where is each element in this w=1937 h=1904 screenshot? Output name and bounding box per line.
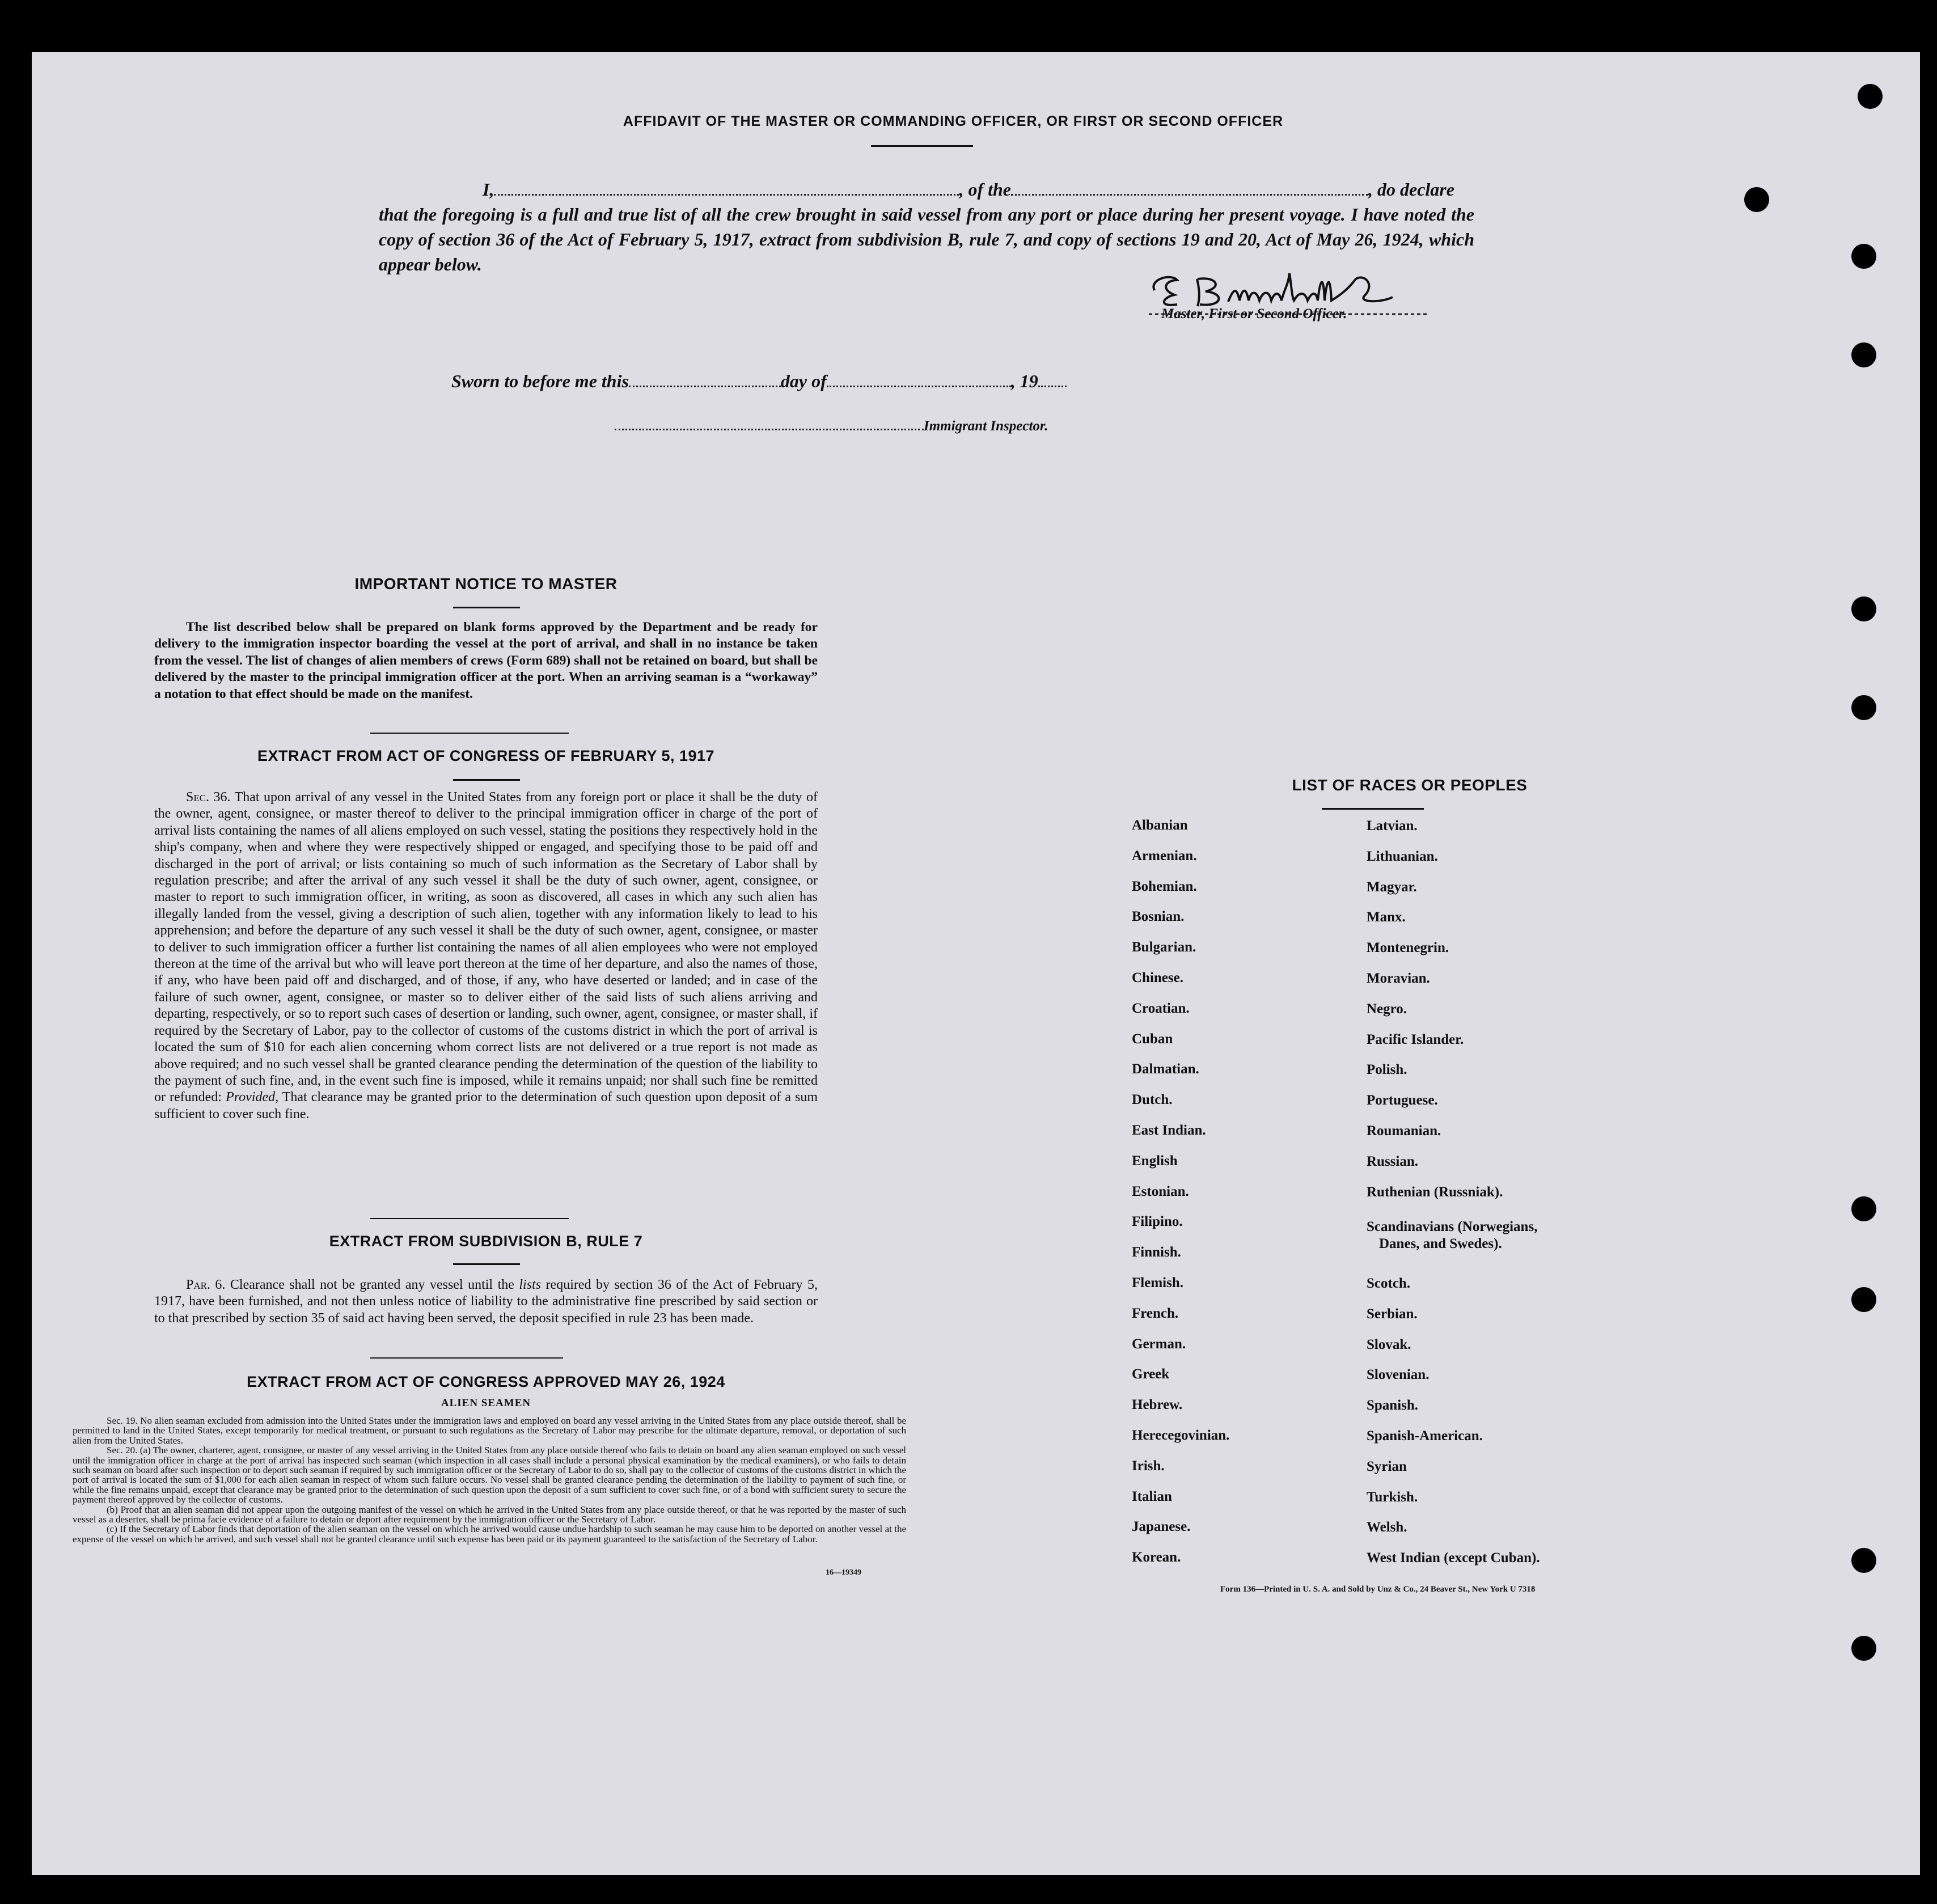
signature-caption: Master, First or Second Officer. [1161,306,1347,321]
inspector-blank [615,416,924,430]
race-item: Bohemian. [1132,878,1197,894]
race-item: Finnish. [1132,1245,1181,1260]
sec-19-paragraph: Sec. 19. No alien seaman excluded from admission into the United States under the immigration laws and employed on board any vessel arriving in the United States from any place outside thereof, shall be permitted to land in the United States, except temporarily for medical treatment, or pursuant to such regulations as the Secretary of Labor may prescribe for the ultimate departure, removal, or deportation of such alien from the United States. [73,1415,906,1446]
binder-hole [1851,1548,1876,1573]
race-item: Serbian. [1367,1306,1418,1322]
sec-36-text: That upon arrival of any vessel in the United States from any foreign port or place it shall be the duty of the owner, agent, consignee, or master thereof to deliver to the principal immigration officer in charge of the port of arrival lists containing the names of all aliens employed on such vessel, stating the positions they respectively hold in the ship's company, when and where they were respectively shipped or engaged, and specifying those to be paid off and discharged in the port of arrival; or lists containing so much of such information as the Secretary of Labor shall by regulation prescribe; and after the arrival of any such vessel it shall be the duty of such owner, agent, consignee, or master to report to such immigration officer, in writing, as soon as discovered, all cases in which any such alien has illegally landed from the vessel, giving a description of such alien, together with any information likely to lead to his apprehension; and before the departure of any such vessel it shall be the duty of such owner, agent, consignee, or master to deliver to such immigration officer a further list containing the names of all alien employees who were not employed thereon at the time of the arrival but who will leave port thereon at the time of her departure, and also the names of those, if any, who have been paid off and discharged, and of those, if any, who have deserted or landed; and in case of the failure of such owner, agent, consignee, or master so to deliver either of the said lists of such aliens arriving and departing, respectively, or so to report such cases of desertion or landing, such owner, agent, consignee, or master shall, if required by the Secretary of Labor, pay to the collector of customs of the customs district in which the port of arrival is located the sum of $10 for each alien concerning whom correct lists are not delivered or a true report is not made as above required; and no such vessel shall be granted clearance pending the determination of the question of the liability to the payment of such fine, and, in the event such fine is imposed, while it remains unpaid; nor shall such fine be remitted or refunded: [154,790,818,1105]
rule7-title: EXTRACT FROM SUBDIVISION B, RULE 7 [329,1233,643,1250]
race-item: Syrian [1367,1458,1407,1474]
race-item: Russian. [1367,1153,1419,1169]
sec-36-tail: That clearance may be granted prior to the determination of such question upon deposit of a sum sufficient to cover such fine. [154,1090,818,1122]
race-item: Danes, and Swedes). [1379,1236,1502,1252]
affidavit-title: AFFIDAVIT OF THE MASTER OR COMMANDING OFFICER, OR FIRST OR SECOND OFFICER [623,113,1284,129]
sworn-year: , 19 [1010,371,1038,391]
sec-36-label: Sec. 36. [186,790,231,805]
year-blank [1038,371,1067,387]
binder-hole [1851,1196,1876,1221]
race-item: Magyar. [1367,879,1417,895]
binder-hole [1851,1636,1876,1661]
race-item: Welsh. [1367,1520,1407,1535]
race-item: French. [1132,1305,1179,1321]
extract-1917-divider [370,1218,569,1219]
notice-title: IMPORTANT NOTICE TO MASTER [354,575,618,593]
sec-20c-paragraph: (c) If the Secretary of Labor finds that deportation of the alien seaman on the vessel on which he arrived would cause undue hardship to such seaman he may cause him to be deported on another vessel at the expense of the vessel on which he arrived, and such vessel shall not be granted clearance until such expense has been paid or its payment guaranteed to the satisfaction of the Secretary of Labor. [73,1524,906,1545]
alien-seamen-subtitle: ALIEN SEAMEN [441,1397,531,1409]
race-item: Albanian [1132,818,1188,833]
races-title: LIST OF RACES OR PEOPLES [1292,776,1528,794]
race-item: Scotch. [1367,1276,1411,1291]
day-blank [629,371,781,387]
race-item: West Indian (except Cuban). [1367,1550,1540,1566]
race-item: Manx. [1367,909,1406,925]
binder-hole [1851,1287,1876,1312]
lists-word: lists [519,1277,542,1292]
extract-1917-body [154,789,818,1123]
race-item: German. [1132,1336,1186,1352]
race-item: Moravian. [1367,971,1430,986]
rule7-text-a: Clearance shall not be granted any vessel until the [230,1277,514,1292]
title-rule [871,145,973,147]
month-blank [827,371,1011,387]
race-item: Polish. [1367,1062,1407,1078]
vessel-blank [1011,179,1368,196]
race-item: Pacific Islander. [1367,1031,1464,1047]
race-item: Korean. [1132,1550,1181,1565]
race-item: Croatian. [1132,1000,1190,1016]
binder-hole [1744,187,1769,212]
sworn-prefix: Sworn to before me this [451,371,629,391]
form-number: 16—19349 [826,1568,861,1577]
race-item: Portuguese. [1367,1093,1438,1108]
race-item: Greek [1132,1366,1170,1382]
race-item: Armenian. [1132,848,1197,864]
rule7-body [154,1277,818,1327]
race-item: English [1132,1153,1178,1169]
sec-20b-paragraph: (b) Proof that an alien seaman did not appear upon the outgoing manifest of the vessel on which he arrived in the United States from any place outside thereof, or that he was reported by the master of such vessel as a deserter, shall be prima facie evidence of a failure to detain or deport after requirement by the immigration officer or the Secretary of Labor. [73,1504,906,1525]
binder-hole [1851,695,1876,720]
binder-hole [1851,244,1876,269]
races-rule [1322,808,1424,810]
race-item: Italian [1132,1488,1172,1504]
par-6-label: Par. 6. [186,1277,226,1292]
sec-20a-paragraph: Sec. 20. (a) The owner, charterer, agent, consignee, or master of any vessel arriving in the United States from any place outside thereof who fails to detain on board any alien seaman employed on such vessel until the immigration officer in charge at the port of arrival has inspected such seaman (which inspection in all cases shall include a personal physical examination by the medical examiners), or who fails to detain such seaman on board after such inspection or to deport such seaman if required by such immigration officer or the Secretary of Labor to do so, shall pay to the collector of customs of the customs district in which the port of arrival is located the sum of $1,000 for each alien seaman in respect of whom such failure occurs. No vessel shall be granted clearance pending the determination of the liability to payment of such fine, or while the fine remains unpaid, except that clearance may be granted prior to the determination of such question upon the deposit of a sum sufficient to cover such fine, or of a bond with sufficient surety to secure the payment thereof approved by the collector of customs. [73,1445,906,1505]
race-item: Bosnian. [1132,909,1185,925]
inspector-label: Immigrant Inspector. [924,418,1048,434]
race-item: Cuban [1132,1031,1173,1047]
race-item: Herecegovinian. [1132,1428,1230,1443]
race-item: Latvian. [1367,818,1418,833]
race-item: Flemish. [1132,1275,1183,1291]
name-blank [494,179,959,196]
race-item: Dutch. [1132,1092,1173,1108]
race-item: Scandinavians (Norwegians, [1367,1219,1538,1235]
act-1924-title: EXTRACT FROM ACT OF CONGRESS APPROVED MAY 26, 1924 [247,1373,725,1390]
rule7-divider [370,1357,563,1359]
binder-hole [1851,342,1876,367]
race-item: Estonian. [1132,1183,1189,1199]
notice-rule [453,607,520,608]
extract-1917-title: EXTRACT FROM ACT OF CONGRESS OF FEBRUARY 5, 1917 [257,747,715,764]
sworn-day-of: day of [780,371,827,391]
affidavit-of-the: , of the [959,179,1011,200]
act-1924-body [73,1416,906,1544]
extract-1917-rule [453,779,520,781]
race-item: Lithuanian. [1367,848,1438,864]
race-item: Ruthenian (Russniak). [1367,1184,1503,1200]
race-item: Hebrew. [1132,1397,1183,1413]
affidavit-i: I, [483,179,494,200]
sworn-line [451,371,1067,392]
race-item: Filipino. [1132,1214,1183,1230]
rule7-text-b: required by section 36 of the Act of February 5, 1917, have been furnished, and not then unless notice of liability to the administrative fine prescribed by said section or to that prescribed by section 35 of said act having been served, the deposit specified in rule 23 has been made. [154,1277,818,1326]
form-sheet [32,52,1920,1875]
inspector-line [615,416,1048,434]
affidavit-declare: , do declare [1368,179,1454,200]
race-item: Irish. [1132,1458,1165,1474]
race-item: Negro. [1367,1001,1407,1017]
race-item: Montenegrin. [1367,940,1449,956]
race-item: East Indian. [1132,1123,1206,1138]
race-item: Slovenian. [1367,1367,1430,1383]
race-item: Spanish. [1367,1398,1419,1414]
race-item: Spanish-American. [1367,1428,1483,1444]
race-item: Japanese. [1132,1519,1191,1535]
notice-divider [370,733,569,734]
provided-word: Provided, [226,1090,279,1105]
race-item: Roumanian. [1367,1123,1441,1139]
race-item: Slovak. [1367,1336,1411,1352]
binder-hole [1851,596,1876,621]
race-item: Dalmatian. [1132,1061,1199,1077]
race-item: Bulgarian. [1132,940,1196,955]
race-item: Chinese. [1132,970,1183,985]
notice-body: The list described below shall be prepared on blank forms approved by the Department and be ready for delivery to the immigration inspector boarding the vessel at the port of arrival, and shall in no instance be taken from the vessel. The list of changes of alien members of crews (Form 689) shall not be retained on board, but shall be delivered by the master to the principal immigration officer at the port. When an arriving seaman is a “workaway” a notation to that effect should be made on the manifest. [154,620,818,701]
race-item: Turkish. [1367,1489,1418,1505]
binder-hole [1858,84,1883,109]
printer-note: Form 136—Printed in U. S. A. and Sold by Unz & Co., 24 Beaver St., New York U 7318 [1220,1585,1536,1594]
affidavit-declaration: that the foregoing is a full and true list of all the crew brought in said vessel from any port or place during her present voyage. I have noted the copy of section 36 of the Act of February 5, 1917, extract from subdivision B, rule 7, and copy of sections 19 and 20, Act of May 26, 1924, which appear below. [379,204,1474,274]
rule7-rule [453,1263,520,1265]
